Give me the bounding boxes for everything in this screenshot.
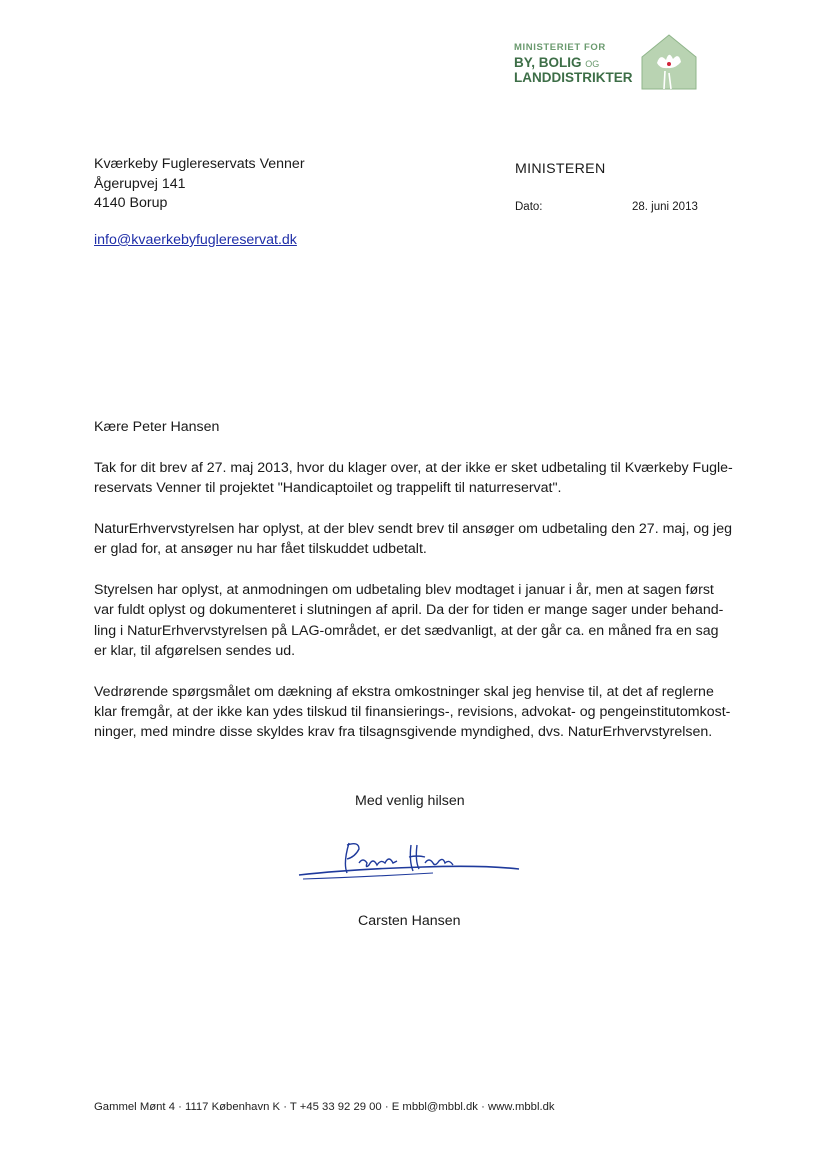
ministry-logo: [514, 33, 704, 93]
logo-line-2-main: BY, BOLIG: [514, 54, 582, 70]
logo-line-2: [514, 56, 633, 70]
closing-phrase: Med venlig hilsen: [355, 793, 465, 809]
signer-name: Carsten Hansen: [358, 913, 461, 929]
logo-og: OG: [585, 58, 600, 69]
sender-title: MINISTEREN: [515, 161, 606, 177]
paragraph-4: Vedrørende spørgsmålet om dækning af ekstra omkostninger skal jeg henvise til, at det af reglerne klar fremgår, at der ikke kan ydes tilskud til finansierings-, revisions, advokat- og pengeinstitutomkost-ninger, med mindre disse skyldes krav fra tilsagnsgivende myndighed, dvs. NaturErhvervstyrelsen.: [94, 683, 731, 741]
recipient-city: 4140 Borup: [94, 195, 168, 211]
handwritten-signature: [293, 833, 523, 889]
recipient-street: Ågerupvej 141: [94, 175, 186, 192]
paragraph-3: Styrelsen har oplyst, at anmodningen om udbetaling blev modtaget i januar i år, men at sagen først var fuldt oplyst og dokumenteret i slutningen af april. Da der for tiden er mange sager under behand-ling i NaturErhvervstyrelsen på LAG-området, er det sædvanligt, at der går ca. en måned fra en sag er klar, til afgørelsen sendes ud.: [94, 581, 724, 659]
recipient-name: Kværkeby Fuglereservats Venner: [94, 156, 305, 172]
logo-line-3: LANDDISTRIKTER: [514, 70, 633, 85]
footer-contact: Gammel Mønt 4 · 1117 København K · T +45 33 92 29 00 · E mbbl@mbbl.dk · www.mbbl.dk: [94, 1101, 555, 1113]
recipient-email-link[interactable]: info@kvaerkebyfuglereservat.dk: [94, 232, 297, 248]
paragraph-2: NaturErhvervstyrelsen har oplyst, at der blev sendt brev til ansøger om udbetaling den 27. maj, og jeg er glad for, at ansøger nu har fået tilskuddet udbetalt.: [94, 520, 732, 558]
house-flower-icon: [638, 33, 700, 91]
paragraph-1: Tak for dit brev af 27. maj 2013, hvor du klager over, at der ikke er sket udbetaling til Kværkeby Fugle-reservats Venner til projektet "Handicaptoilet og trappelift til naturreservat".: [94, 459, 733, 497]
salutation: Kære Peter Hansen: [94, 419, 220, 435]
date-label: Dato:: [515, 201, 543, 213]
date-value: 28. juni 2013: [632, 201, 698, 213]
logo-line-1: MINISTERIET FOR: [514, 42, 606, 53]
recipient-address: [94, 155, 305, 214]
letter-body: [94, 417, 734, 763]
logo-wordmark: [514, 43, 633, 85]
